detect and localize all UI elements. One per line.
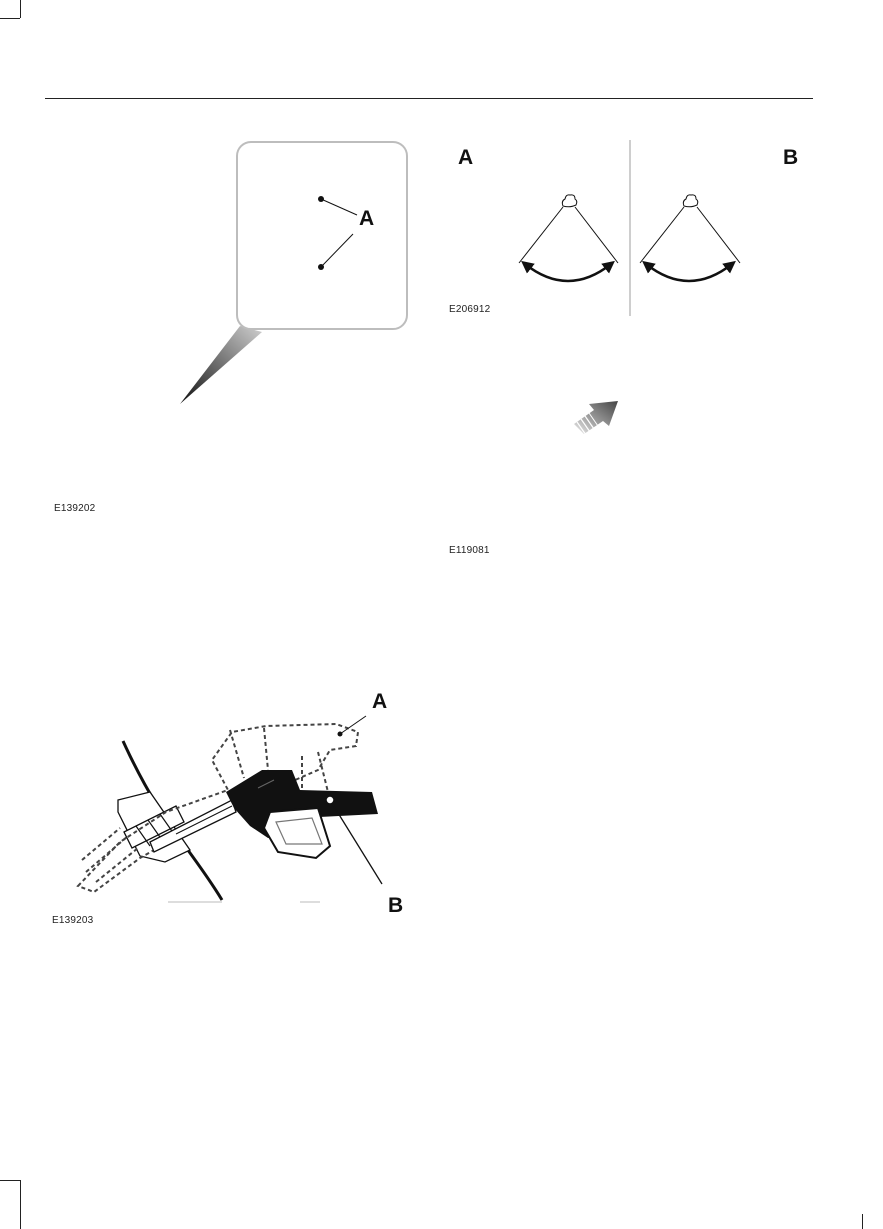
fig4-callout-b: B	[388, 894, 404, 917]
fig2-panel-a-label: A	[458, 146, 474, 169]
fig4-code: E139203	[52, 915, 94, 926]
fig4-leader-a-dot	[338, 732, 343, 737]
fig4-leader-b-dot	[326, 796, 334, 804]
fig1-code: E139202	[54, 503, 96, 514]
fig2-code: E206912	[449, 304, 491, 315]
fig4-callout-a: A	[372, 690, 388, 713]
fig4-leader-a	[340, 716, 366, 734]
fig2-panel-b-label: B	[783, 146, 799, 169]
fig1-callout-a: A	[359, 207, 375, 230]
fig3-code: E119081	[449, 545, 490, 556]
